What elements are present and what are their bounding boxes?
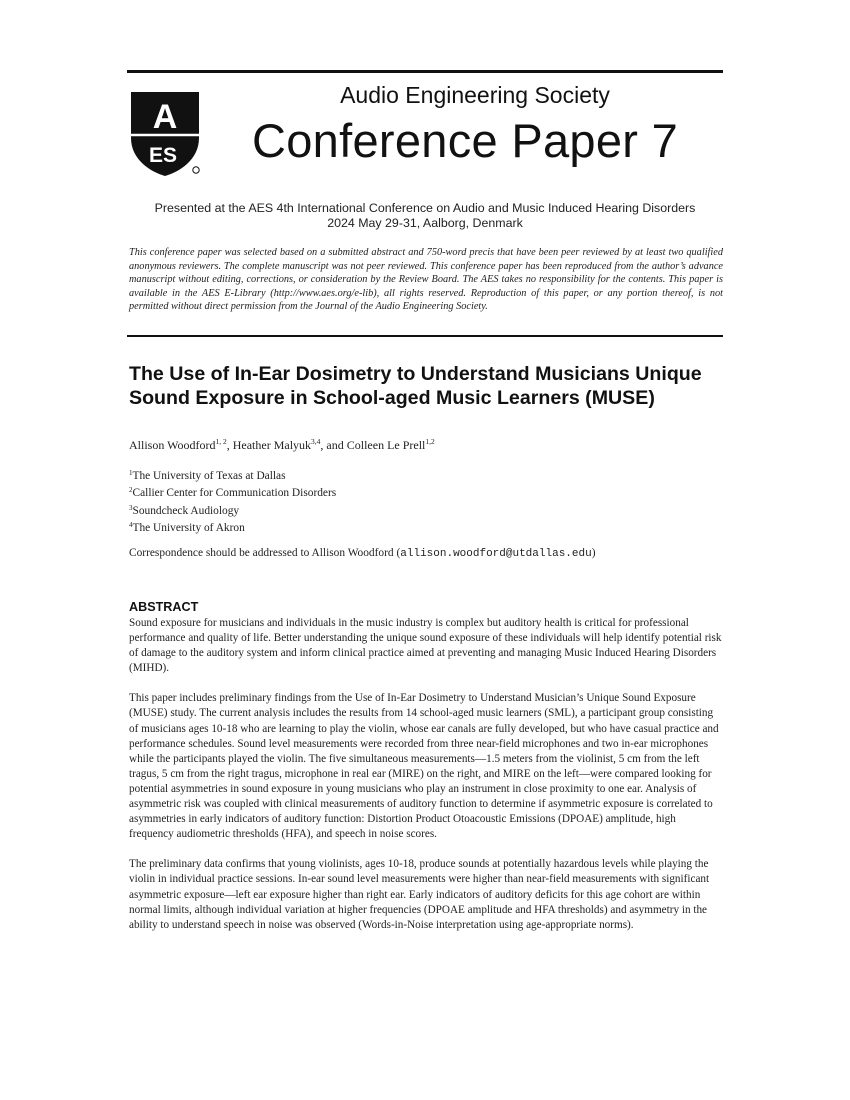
- affiliation-name: The University of Akron: [132, 522, 245, 535]
- disclaimer: This conference paper was selected based on a submitted abstract and 750-word precis that have been peer reviewed by at least two qualified anonymous reviewers. The complete manuscript was not peer reviewed. This conference paper has been reproduced from the author’s advance manuscript without editing, corrections, or consideration by the Review Board. The AES takes no responsibility for the contents. This paper is available in the AES E-Library (http://www.aes.org/e-lib), all rights reserved. Reproduction of this paper, or any portion thereof, is not permitted without direct permission from the Journal of the Audio Engineering Society.: [129, 247, 723, 313]
- paper-type-title: Conference Paper 7: [251, 114, 679, 167]
- abstract-paragraph: Sound exposure for musicians and individuals in the music industry is complex but auditory health is critical for professional performance and quality of life. Better understanding the unique sound exposure of these individuals will help identify potential risk of damage to the auditory system and inform clinical practice aimed at preventing and managing Music Induced Hearing Disorders (MIHD).: [129, 617, 722, 675]
- correspondence-text: Correspondence should be addressed to Allison Woodford: [129, 547, 394, 559]
- affiliation-item: [129, 501, 723, 518]
- affiliation-number: 2: [129, 486, 133, 495]
- paper-title-line-2: Sound Exposure in School-aged Music Learners (MUSE): [129, 387, 655, 409]
- section-rule: [127, 335, 723, 337]
- abstract-heading: ABSTRACT: [129, 600, 199, 614]
- author-affil-sup: 3,4: [311, 437, 321, 446]
- presented-at: [127, 201, 723, 231]
- top-rule: [127, 70, 723, 73]
- presented-line-1: Presented at the AES 4th International Conference on Audio and Music Induced Hearing Disorders: [154, 201, 696, 215]
- affiliation-number: 4: [129, 521, 133, 530]
- logo-letters-es: ES: [148, 144, 178, 167]
- abstract-paragraph: The preliminary data confirms that young violinists, ages 10-18, produce sounds at potentially hazardous levels while playing the violin in individual practice sessions. In-ear sound level measurements were higher than near-field measurements with significant asymmetric exposure—left ear exposure higher than right ear. Early indicators of auditory deficits for this age cohort are within normal limits, although individual variation at higher frequencies (DPOAE amplitude and HFA thresholds) and asymmetry in the ability to understand speech in noise was observed (Words-in-Noise interpretation using age-appropriate norms).: [129, 858, 710, 931]
- affiliation-item: [129, 483, 723, 500]
- author-name: Heather Malyuk: [232, 438, 312, 452]
- author-separator: ,: [226, 438, 233, 452]
- author-name: Allison Woodford: [129, 438, 216, 452]
- affiliation-item: [129, 466, 723, 483]
- author-list: [129, 437, 723, 453]
- logo-letter-a: A: [152, 98, 178, 136]
- affiliation-item: [129, 518, 723, 535]
- abstract-body: [129, 616, 723, 948]
- affiliation-list: [129, 466, 723, 536]
- abstract-paragraph: This paper includes preliminary findings from the Use of In-Ear Dosimetry to Understand Musician’s Unique Sound Exposure (MUSE) study. The current analysis includes the results from 14 school-aged music learners (SML), a participant group consisting of musicians ages 10-18 who are learning to play the violin, whose ear canals are fully developed, but who have casual practice and performance schedules. Sound level measurements were recorded from three near-field microphones and two in-ear microphones while the participants played the violin. The five simultaneous measurements—1.5 meters from the violinist, 5 cm from the left tragus, 5 cm from the right tragus, microphone in real ear (MIRE) on the right, and MIRE on the left—were compared looking for potential asymmetries in sound exposure in young musicians who play an instrument in close proximity to one ear. Analysis of asymmetric risk was coupled with clinical measurements of auditory function to determine if asymmetric exposure is correlated to asymmetries in early indicators of auditory function: Distortion Product Otoacoustic Emissions (DPOAE) amplitude, high frequency audiometric thresholds (HFA), and speech in noise scores.: [129, 692, 719, 841]
- paper-title-line-1: The Use of In-Ear Dosimetry to Understand Musicians Unique: [129, 363, 702, 385]
- author-affil-sup: 1, 2: [215, 437, 227, 446]
- affiliation-number: 1: [129, 469, 133, 477]
- author-name: Colleen Le Prell: [346, 438, 426, 452]
- affiliation-name: Soundcheck Audiology: [132, 504, 240, 517]
- correspondence-email[interactable]: allison.woodford@utdallas.edu: [400, 548, 592, 560]
- presented-line-2: 2024 May 29-31, Aalborg, Denmark: [327, 216, 523, 230]
- society-name: Audio Engineering Society: [340, 82, 610, 108]
- affiliation-name: Callier Center for Communication Disorders: [132, 487, 337, 500]
- author-separator: , and: [320, 438, 347, 452]
- paper-title: [129, 362, 729, 410]
- affiliation-name: The University of Texas at Dallas: [132, 470, 286, 482]
- aes-logo: [127, 88, 203, 178]
- correspondence: Correspondence should be addressed to Allison Woodford (allison.woodford@utdallas.edu): [129, 547, 596, 560]
- author-affil-sup: 1,2: [425, 437, 435, 446]
- affiliation-number: 3: [129, 503, 133, 512]
